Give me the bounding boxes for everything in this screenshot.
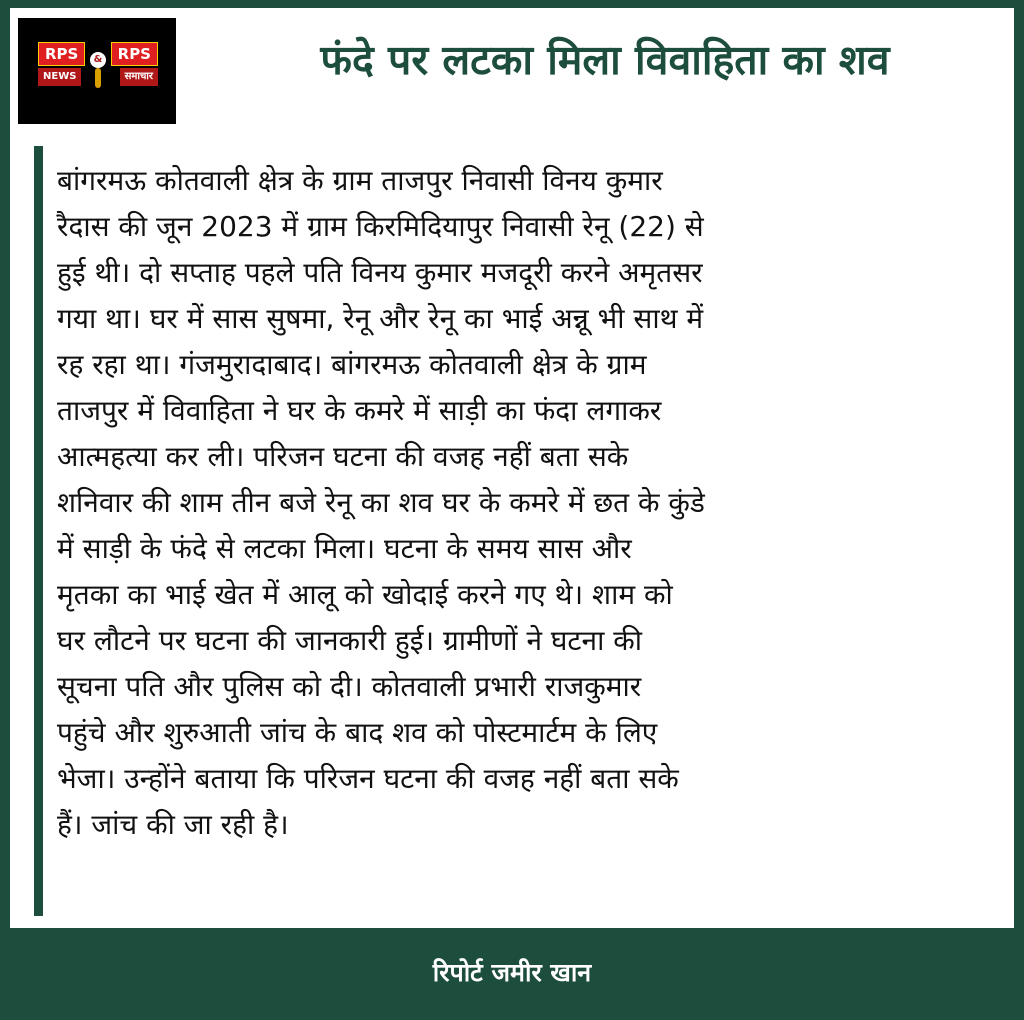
logo-rps-right: RPS	[111, 42, 158, 66]
logo-news-label: NEWS	[38, 68, 81, 86]
logo-ampersand: &	[90, 52, 106, 68]
logo-bottom-row	[38, 68, 158, 86]
article-body: बांगरमऊ कोतवाली क्षेत्र के ग्राम ताजपुर निवासी विनय कुमार रैदास की जून 2023 में ग्राम किरमिदियापुर निवासी रेनू (22) से हुई थी। दो सप्ताह पहले पति विनय कुमार मजदूरी करने अमृतसर गया था। घर में सास सुषमा, रेनू और रेनू का भाई अन्नू भी साथ में रह रहा था। गंजमुरादाबाद। बांगरमऊ कोतवाली क्षेत्र के ग्राम ताजपुर में विवाहिता ने घर के कमरे में साड़ी का फंदा लगाकर आत्महत्या कर ली। परिजन घटना की वजह नहीं बता सके शनिवार की शाम तीन बजे रेनू का शव घर के कमरे में छत के कुंडे में साड़ी के फंदे से लटका मिला। घटना के समय सास और मृतका का भाई खेत में आलू को खोदाई करने गए थे। शाम को घर लौटने पर घटना की जानकारी हुई। ग्रामीणों ने घटना की सूचना पति और पुलिस को दी। कोतवाली प्रभारी राजकुमार पहुंचे और शुरुआती जांच के बाद शव को पोस्टमार्टम के लिए भेजा। उन्होंने बताया कि परिजन घटना की वजह नहीं बता सके हैं। जांच की जा रही है।	[57, 164, 705, 841]
logo-rps-left: RPS	[38, 42, 85, 66]
reporter-credit: रिपोर्ट जमीर खान	[432, 958, 592, 987]
logo-samachar-label: समाचार	[120, 68, 158, 86]
accent-bar	[34, 146, 43, 916]
channel-logo	[18, 18, 176, 124]
logo-badge	[38, 42, 158, 94]
headline: फंदे पर लटका मिला विवाहिता का शव	[320, 36, 890, 84]
